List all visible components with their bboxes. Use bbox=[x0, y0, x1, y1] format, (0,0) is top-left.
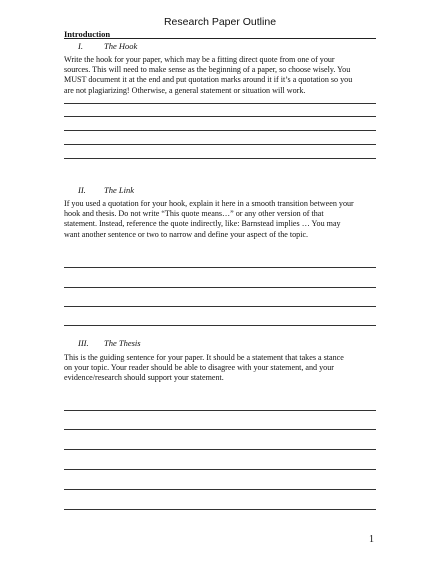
section-title: The Link bbox=[104, 185, 134, 195]
section-link-body bbox=[64, 199, 376, 240]
writing-line bbox=[64, 130, 376, 131]
writing-line bbox=[64, 449, 376, 450]
writing-line bbox=[64, 509, 376, 510]
writing-line bbox=[64, 325, 376, 326]
writing-line bbox=[64, 116, 376, 117]
section-numeral: III. bbox=[78, 338, 89, 348]
body-line: This is the guiding sentence for your paper. It should be a statement that takes a stance bbox=[64, 353, 344, 362]
writing-line bbox=[64, 158, 376, 159]
section-title: The Thesis bbox=[104, 338, 141, 348]
writing-line bbox=[64, 489, 376, 490]
body-line: on your topic. Your reader should be able to disagree with your statement, and your bbox=[64, 363, 334, 373]
section-thesis-body bbox=[64, 353, 376, 384]
body-line: MUST document it at the end and put quotation marks around it if it’s a quotation so you bbox=[64, 75, 353, 85]
writing-line bbox=[64, 287, 376, 288]
writing-line bbox=[64, 144, 376, 145]
section-numeral: I. bbox=[78, 41, 83, 51]
body-line: want another sentence or two to narrow and define your aspect of the topic. bbox=[64, 229, 309, 239]
introduction-label: Introduction bbox=[64, 29, 111, 39]
body-line: evidence/research should support your statement. bbox=[64, 373, 224, 383]
section-title: The Hook bbox=[104, 41, 138, 51]
writing-line bbox=[64, 469, 376, 470]
body-line: hook and thesis. Do not write “This quote means…” or any other version of that bbox=[64, 209, 324, 219]
writing-line bbox=[64, 410, 376, 411]
page-number: 1 bbox=[369, 534, 374, 545]
body-line: If you used a quotation for your hook, explain it here in a smooth transition between your bbox=[64, 199, 354, 208]
body-line: Write the hook for your paper, which may be a fitting direct quote from one of your bbox=[64, 55, 335, 64]
section-hook-body bbox=[64, 55, 376, 96]
section-numeral: II. bbox=[78, 185, 86, 195]
writing-line bbox=[64, 267, 376, 268]
writing-line bbox=[64, 306, 376, 307]
document-title: Research Paper Outline bbox=[163, 16, 277, 28]
writing-line bbox=[64, 429, 376, 430]
introduction-underline bbox=[64, 38, 376, 39]
body-line: sources. This will need to make sense as the beginning of a paper, so choose wisely. You bbox=[64, 65, 351, 75]
writing-line bbox=[64, 103, 376, 104]
body-line: are not plagiarizing! Otherwise, a general statement or situation will work. bbox=[64, 85, 306, 95]
body-line: statement. Instead, reference the quote indirectly, like: Barnstead implies … You may bbox=[64, 219, 341, 229]
